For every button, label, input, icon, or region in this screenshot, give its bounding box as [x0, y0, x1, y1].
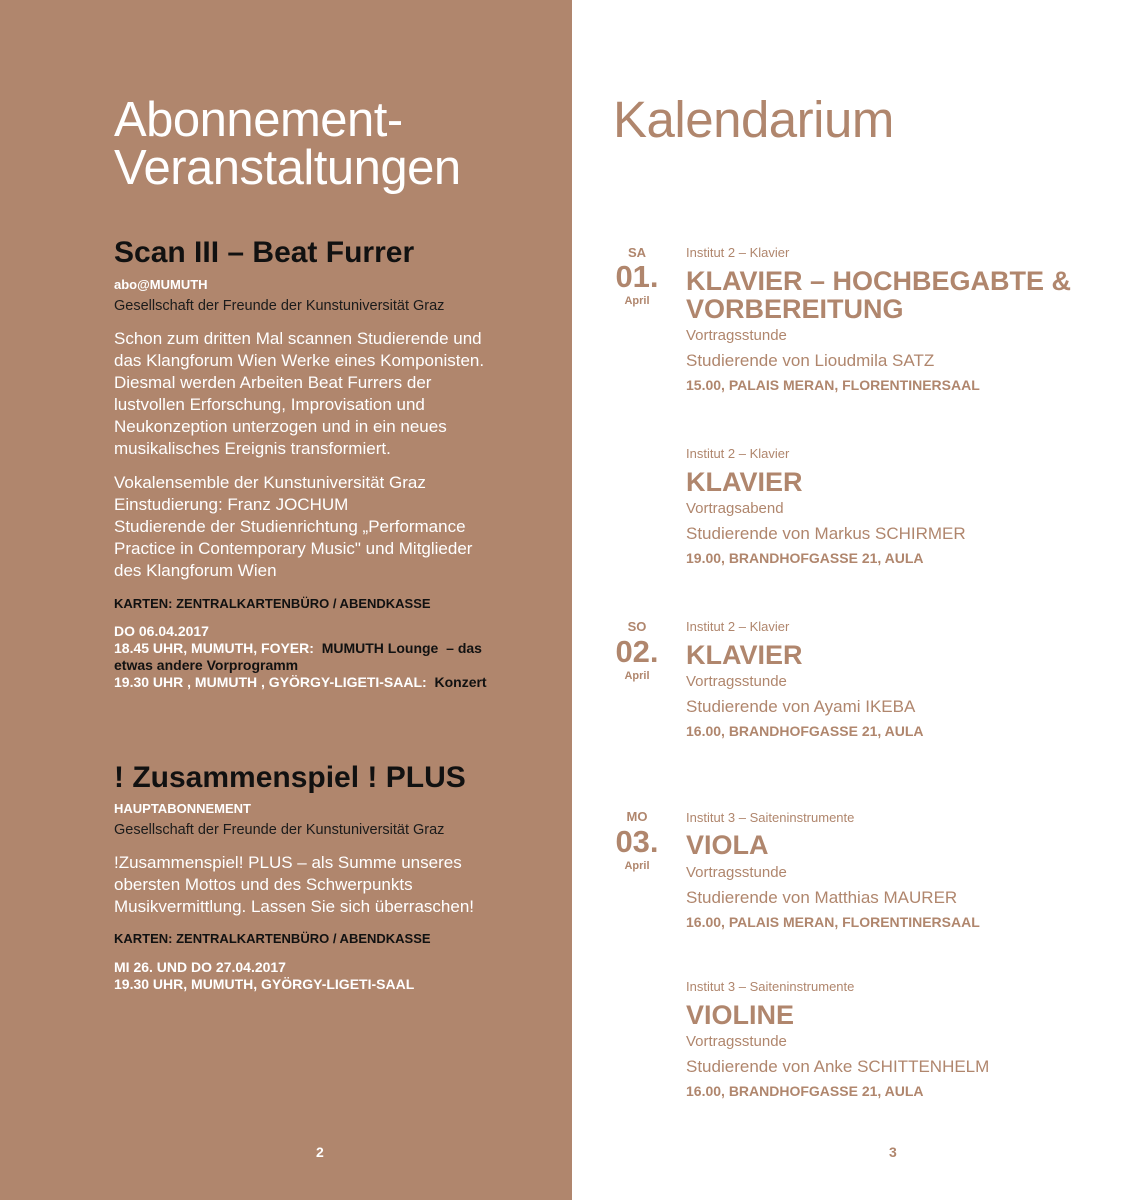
entry-institute: Institut 3 – Saiteninstrumente: [686, 810, 855, 825]
day-number: 03.: [615, 824, 659, 859]
event-kicker: HAUPTABONNEMENT: [114, 801, 251, 816]
entry-type: Vortragsstunde: [686, 327, 787, 344]
event-dates: DO 06.04.2017 18.45 UHR, MUMUTH, FOYER: MUMUTH Lounge – das etwas andere Vorprogramm 19.30 UHR , MUMUTH , GYÖRGY-LIGETI-SAAL: Konzert: [114, 623, 487, 690]
entry-performers: Studierende von Markus SCHIRMER: [686, 524, 966, 543]
event-kicker: abo@MUMUTH: [114, 277, 208, 292]
event-tickets: KARTEN: ZENTRALKARTENBÜRO / ABENDKASSE: [114, 596, 431, 611]
entry-title: KLAVIER: [686, 467, 803, 497]
page-number: 3: [889, 1144, 897, 1160]
event-dates: MI 26. UND DO 27.04.2017 19.30 UHR, MUMUTH, GYÖRGY-LIGETI-SAAL: [114, 959, 415, 992]
event-tickets: KARTEN: ZENTRALKARTENBÜRO / ABENDKASSE: [114, 931, 431, 946]
entry-type: Vortragsstunde: [686, 1033, 787, 1050]
entry-location: 15.00, PALAIS MERAN, FLORENTINERSAAL: [686, 377, 980, 393]
entry-location: 16.00, PALAIS MERAN, FLORENTINERSAAL: [686, 914, 980, 930]
entry-location: 16.00, BRANDHOFGASSE 21, AULA: [686, 723, 924, 739]
day-month: April: [624, 295, 650, 307]
entry-type: Vortragsstunde: [686, 673, 787, 690]
day-number: 01.: [615, 259, 659, 294]
entry-type: Vortragsabend: [686, 500, 784, 517]
day-month: April: [624, 860, 650, 872]
entry-title: KLAVIER: [686, 640, 803, 670]
entry-title: VIOLINE: [686, 1000, 795, 1030]
entry-title: VIOLA: [686, 830, 769, 860]
day-weekday: SA: [627, 245, 647, 260]
event-description: Schon zum dritten Mal scannen Studierende und das Klangforum Wien Werke eines Komponisten. Diesmal werden Arbeiten Beat Furrers der lustvollen Erforschung, Improvisation und Neukonzeption unterzogen und in ein neues musikalisches Ereignis transformiert.: [114, 329, 485, 458]
entry-type: Vortragsstunde: [686, 864, 787, 881]
entry-institute: Institut 3 – Saiteninstrumente: [686, 979, 855, 994]
entry-performers: Studierende von Anke SCHITTENHELM: [686, 1057, 990, 1076]
entry-performers: Studierende von Ayami IKEBA: [686, 697, 916, 716]
day-month: April: [624, 670, 650, 682]
right-page-title: Kalendarium: [613, 91, 894, 148]
event-description: !Zusammenspiel! PLUS – als Summe unseres obersten Mottos und des Schwerpunkts Musikvermittlung. Lassen Sie sich überraschen!: [114, 853, 474, 916]
event-performers: Vokalensemble der Kunstuniversität Graz Einstudierung: Franz JOCHUM Studierende der Studienrichtung „Performance Practice in Contemporary Music" und Mitglieder des Klangforum Wien: [114, 473, 473, 580]
entry-performers: Studierende von Matthias MAURER: [686, 888, 958, 907]
entry-title: KLAVIER – HOCHBEGABTE & VORBEREITUNG: [686, 266, 1072, 324]
event-organizer: Gesellschaft der Freunde der Kunstuniversität Graz: [114, 822, 445, 838]
entry-institute: Institut 2 – Klavier: [686, 245, 790, 260]
entry-location: 16.00, BRANDHOFGASSE 21, AULA: [686, 1083, 924, 1099]
entry-institute: Institut 2 – Klavier: [686, 619, 790, 634]
entry-performers: Studierende von Lioudmila SATZ: [686, 351, 935, 370]
day-weekday: SO: [627, 619, 647, 634]
event-title: ! Zusammenspiel ! PLUS: [114, 761, 466, 794]
event-title: Scan III – Beat Furrer: [114, 236, 415, 269]
day-weekday: MO: [626, 809, 648, 824]
entry-institute: Institut 2 – Klavier: [686, 446, 790, 461]
entry-location: 19.00, BRANDHOFGASSE 21, AULA: [686, 550, 924, 566]
day-number: 02.: [615, 634, 659, 669]
event-organizer: Gesellschaft der Freunde der Kunstuniversität Graz: [114, 298, 445, 314]
left-page-title: Abonnement- Veranstaltungen: [114, 93, 461, 195]
page-number: 2: [316, 1144, 324, 1160]
